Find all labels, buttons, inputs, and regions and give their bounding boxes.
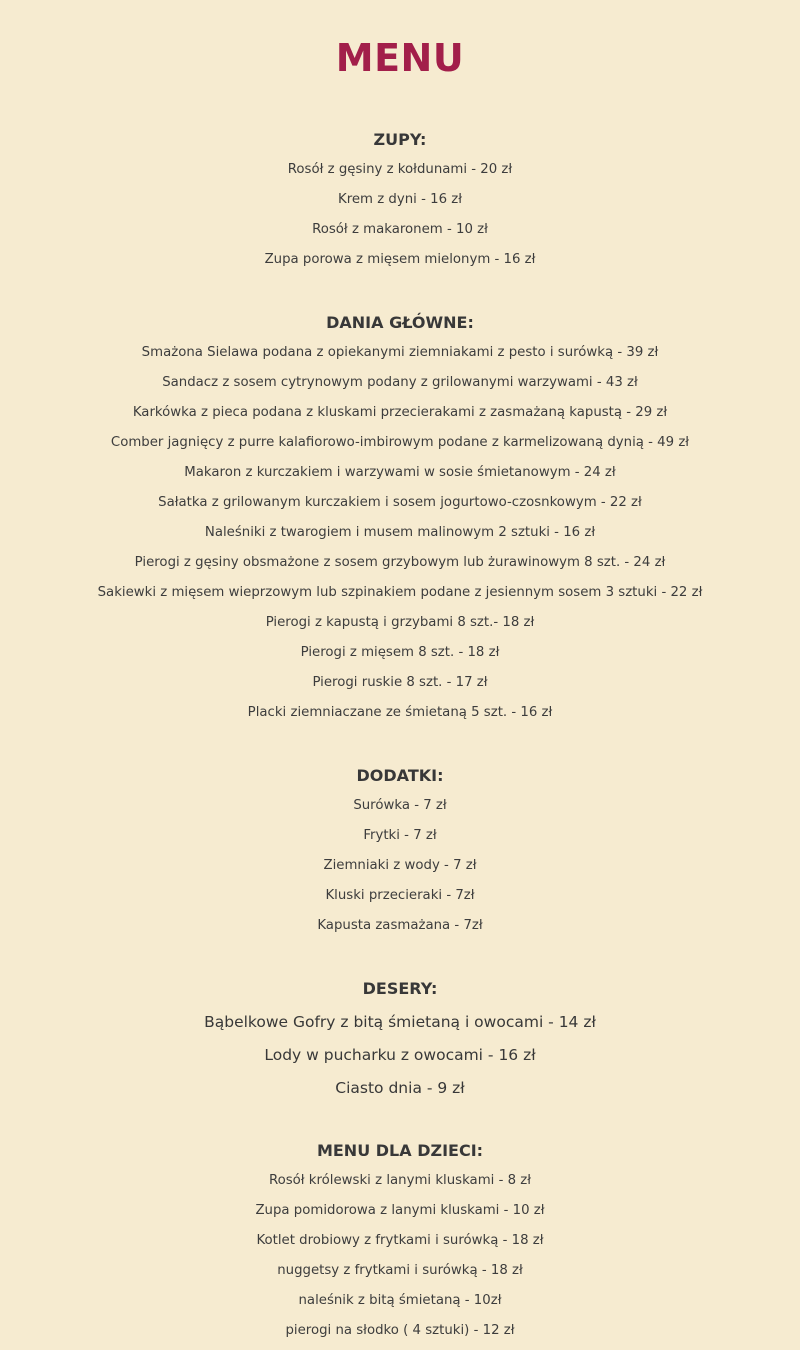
menu-item: Pierogi z mięsem 8 szt. - 18 zł	[300, 645, 500, 660]
menu-item-list	[0, 1006, 800, 1105]
section-desery	[0, 974, 800, 1105]
section-heading: DESERY:	[362, 979, 438, 998]
menu-item: nuggetsy z frytkami i surówką - 18 zł	[277, 1263, 523, 1278]
menu-item: Ziemniaki z wody - 7 zł	[323, 858, 477, 873]
menu-item: Rosół królewski z lanymi kluskami - 8 zł	[268, 1173, 532, 1188]
menu-item: Comber jagnięcy z purre kalafiorowo-imbirowym podane z karmelizowaną dynią - 49 zł	[110, 435, 690, 450]
menu-item: Pierogi ruskie 8 szt. - 17 zł	[312, 675, 488, 690]
menu-item: Ciasto dnia - 9 zł	[335, 1079, 465, 1097]
section-dodatki	[0, 761, 800, 941]
menu-item-list	[0, 1166, 800, 1346]
menu-item: Bąbelkowe Gofry z bitą śmietaną i owocami - 14 zł	[204, 1013, 596, 1031]
menu-item: Krem z dyni - 16 zł	[337, 192, 463, 207]
menu-item: Sakiewki z mięsem wieprzowym lub szpinakiem podane z jesiennym sosem 3 sztuki - 22 zł	[97, 585, 703, 600]
section-menu-dla-dzieci	[0, 1136, 800, 1346]
menu-item: Makaron z kurczakiem i warzywami w sosie śmietanowym - 24 zł	[184, 465, 616, 480]
section-heading: ZUPY:	[373, 130, 427, 149]
menu-item: naleśnik z bitą śmietaną - 10zł	[298, 1293, 502, 1308]
section-heading: DANIA GŁÓWNE:	[326, 313, 474, 332]
menu-item: Sandacz z sosem cytrynowym podany z grilowanymi warzywami - 43 zł	[162, 375, 638, 390]
menu-item: Frytki - 7 zł	[363, 828, 437, 843]
menu-item: Karkówka z pieca podana z kluskami przecierakami z zasmażaną kapustą - 29 zł	[132, 405, 668, 420]
menu-item: Rosół z makaronem - 10 zł	[312, 222, 488, 237]
menu-item-list	[0, 155, 800, 275]
section-heading: DODATKI:	[356, 766, 444, 785]
section-heading: MENU DLA DZIECI:	[316, 1141, 484, 1160]
menu-item: Rosół z gęsiny z kołdunami - 20 zł	[287, 162, 513, 177]
menu-item: Zupa pomidorowa z lanymi kluskami - 10 zł	[255, 1203, 545, 1218]
menu-item: Zupa porowa z mięsem mielonym - 16 zł	[264, 252, 536, 267]
menu-item: Placki ziemniaczane ze śmietaną 5 szt. - 16 zł	[247, 705, 553, 720]
menu-item: pierogi na słodko ( 4 sztuki) - 12 zł	[285, 1323, 515, 1338]
menu-item: Smażona Sielawa podana z opiekanymi ziemniakami z pesto i surówką - 39 zł	[141, 345, 659, 360]
page-title: MENU	[335, 36, 465, 80]
menu-item: Pierogi z gęsiny obsmażone z sosem grzybowym lub żurawinowym 8 szt. - 24 zł	[134, 555, 666, 570]
section-dania-glowne	[0, 308, 800, 728]
menu-item: Sałatka z grilowanym kurczakiem i sosem jogurtowo-czosnkowym - 22 zł	[158, 495, 642, 510]
menu-item: Kapusta zasmażana - 7zł	[317, 918, 483, 933]
menu-item: Kotlet drobiowy z frytkami i surówką - 18 zł	[256, 1233, 544, 1248]
menu-item: Kluski przecieraki - 7zł	[325, 888, 475, 903]
section-zupy	[0, 125, 800, 275]
menu-item-list	[0, 791, 800, 941]
menu-item: Surówka - 7 zł	[353, 798, 447, 813]
menu-item: Pierogi z kapustą i grzybami 8 szt.- 18 zł	[265, 615, 535, 630]
menu-item: Naleśniki z twarogiem i musem malinowym 2 sztuki - 16 zł	[204, 525, 596, 540]
menu-item: Lody w pucharku z owocami - 16 zł	[264, 1046, 536, 1064]
menu-item-list	[0, 338, 800, 728]
